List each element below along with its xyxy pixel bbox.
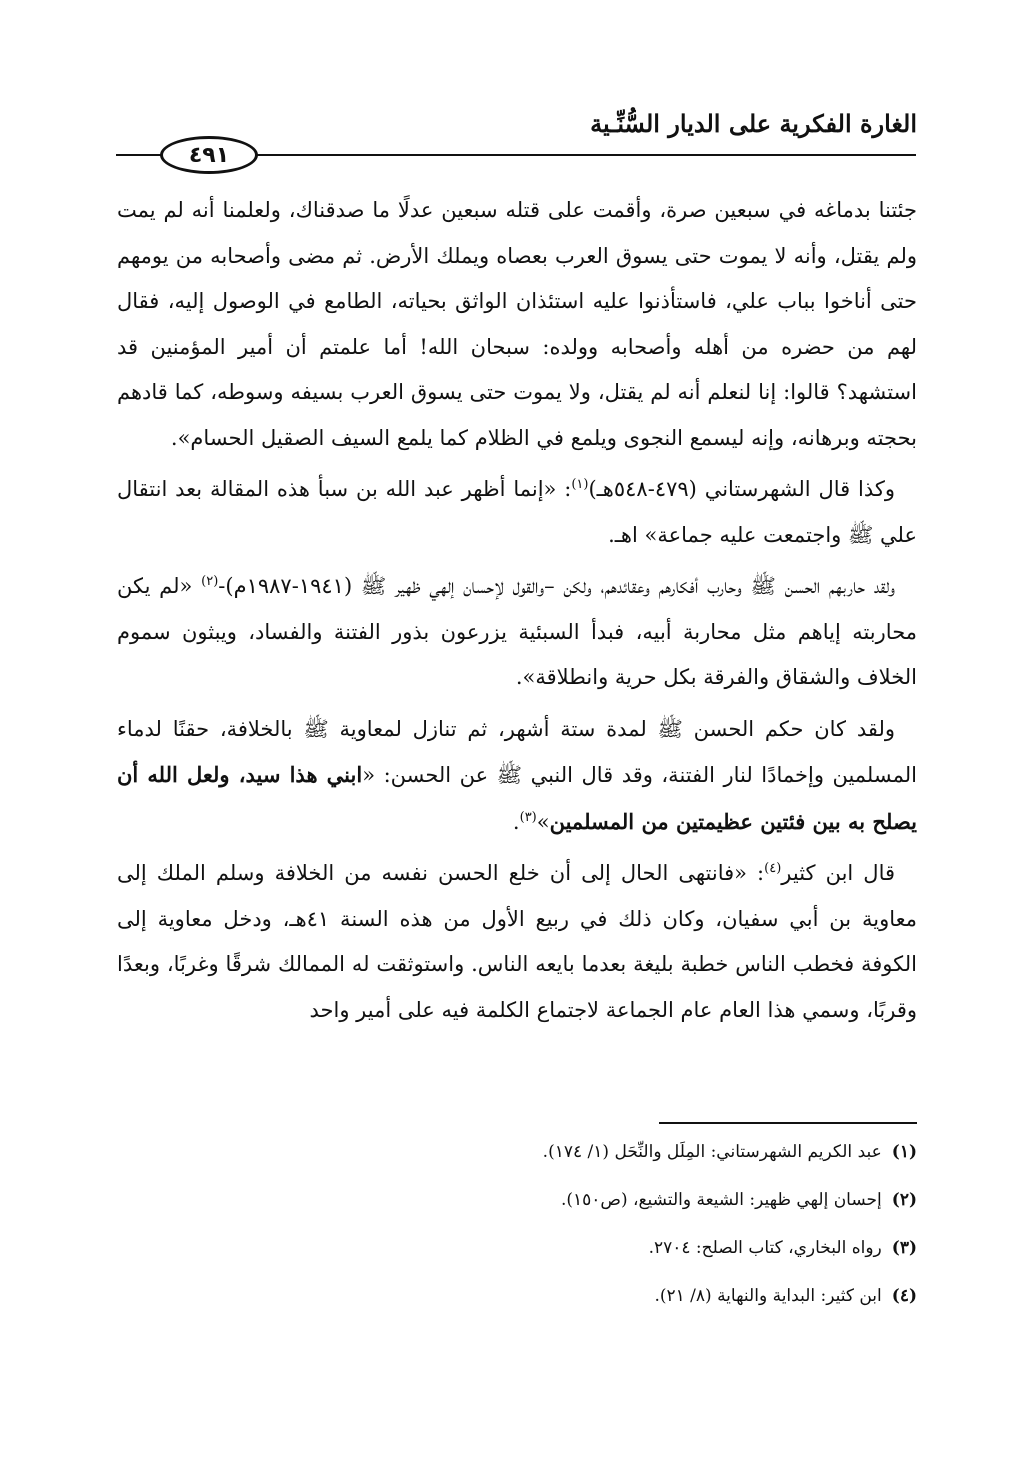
paragraph-4-text: ولقد كان حكم الحسن ﷺ لمدة ستة أشهر، ثم تنازل لمعاوية ﷺ بالخلافة، حقنًا لدماء المسلمين وإخمادًا لنار الفتنة، وقد قال النبي ﷺ عن الحسن: « [117,716,917,787]
footnote-ref-1: (١) [571,477,589,492]
footnote-text: ابن كثير: البداية والنهاية (٨/ ٢١). [654,1286,882,1306]
paragraph-1: جئتنا بدماغه في سبعين صرة، وأقمت على قتله سبعين عدلًا ما صدقناك، ولعلمنا أنه لم يمت ولم يقتل، وأنه لا يموت حتى يسوق العرب بعصاه ويملك الأرض. ثم مضى وأصحابه من يومهم حتى أناخوا بباب علي، فاستأذنوا عليه استئذان الواثق بحياته، الطامع في الوصول إليه، فقال لهم من حضره من أهله وأصحابه وولده: سبحان الله! أما علمتم أن أمير المؤمنين قد استشهد؟ قالوا: إنا لنعلم أنه لم يقتل، ولا يموت حتى يسوق العرب بسيفه وسوطه، كما قادهم بحجته وبرهانه، وإنه ليسمع النجوى ويلمع في الظلام كما يلمع السيف الصقيل الحسام». [117,198,917,450]
footnote-number: (١) [891,1142,917,1162]
footnote-1 [117,1140,917,1164]
body-text [117,188,917,1033]
footnote-ref-2: (٢) [201,574,219,589]
paragraph-5-text: قال ابن كثير [781,861,896,885]
footnote-3 [117,1236,917,1260]
paragraph-3 [117,564,917,701]
paragraph-2-quote: : «إنما أظهر عبد الله بن سبأ هذه المقالة بعد انتقال علي ﷺ واجتمعت عليه جماعة» اهـ. [117,477,917,547]
footnote-ref-3: (٣) [519,809,537,825]
footnote-number: (٤) [891,1286,917,1306]
paragraph-4 [117,707,917,846]
paragraph-4-end: . [512,809,520,834]
footnote-4 [117,1284,917,1308]
paragraph-5 [117,851,917,1033]
page-number-badge: ٤٩١ [160,136,258,174]
paragraph-2-text: وكذا قال الشهرستاني (٤٧٩-٥٤٨هـ) [588,477,895,501]
footnote-number: (٢) [891,1190,917,1210]
footnote-text: إحسان إلهي ظهير: الشيعة والتشيع، (ص١٥٠). [560,1190,882,1210]
paragraph-3-quote: «لم يكن محاربته إياهم مثل محاربة أبيه، فبدأ السبئية يزرعون بذور الفتنة والفساد، ويبثون سموم الخلاف والشقاق والفرقة بكل حرية وانطلاقة». [117,574,917,689]
footnotes [117,1140,917,1332]
paragraph-3-text: ولقد حاربهم الحسن ﷺ وحارب أفكارهم وعقائدهم، ولكن –والقول لإحسان إلهي ظهير ﷺ (١٩٤١-١٩٨٧م)- [218,574,895,598]
hadith-quote: ابني هذا سيد، ولعل الله أن يصلح به بين فئتين عظيمتين من المسلمين [117,762,917,834]
footnote-text: عبد الكريم الشهرستاني: المِلَل والنِّحَل (١/ ١٧٤). [542,1142,882,1162]
footnote-text: رواه البخاري، كتاب الصلح: ٢٧٠٤. [648,1238,882,1258]
footnote-number: (٣) [891,1238,917,1258]
footnote-ref-4: (٤) [764,861,782,876]
footnote-2 [117,1188,917,1212]
running-header-title: الغارة الفكرية على الديار السُّنِّـية [590,109,917,138]
paragraph-5-quote: : «فانتهى الحال إلى أن خلع الحسن نفسه من الخلافة وسلم الملك إلى معاوية بن أبي سفيان، وكان ذلك في ربيع الأول من هذه السنة ٤١هـ، ودخل معاوية إلى الكوفة فخطب الناس خطبة بليغة بعدما بايعه الناس. واستوثقت له الممالك شرقًا وغربًا، وبعدًا وقربًا، وسمي هذا العام عام الجماعة لاجتماع الكلمة فيه على أمير واحد [117,861,917,1022]
paragraph-4-close: » [536,809,550,834]
footnote-rule [659,1122,917,1124]
paragraph-2 [117,467,917,558]
